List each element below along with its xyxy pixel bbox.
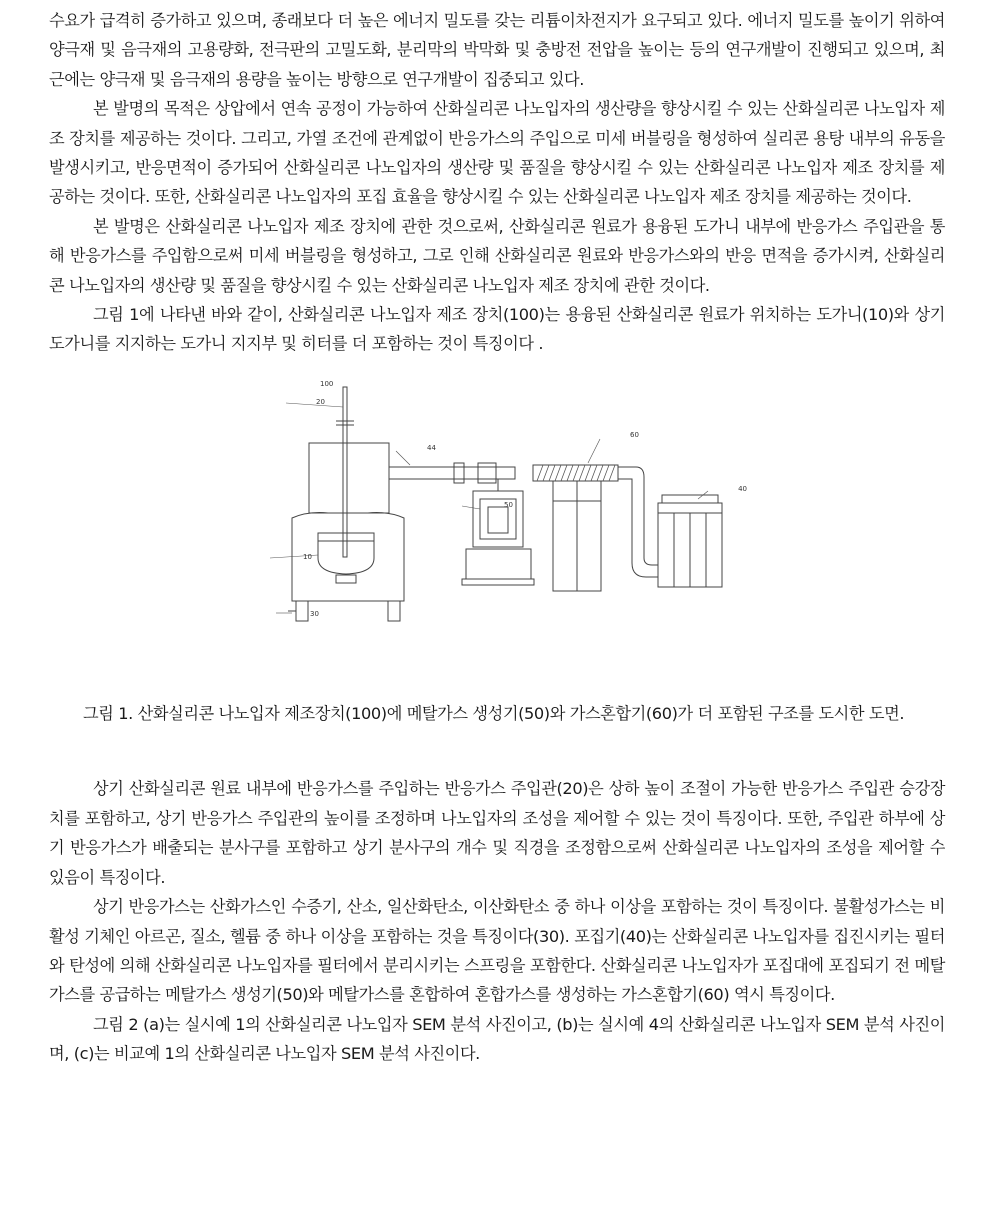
paragraph-intro: 수요가 급격히 증가하고 있으며, 종래보다 더 높은 에너지 밀도를 갖는 리튬이차전지가 요구되고 있다. 에너지 밀도를 높이기 위하여 양극재 및 음극재의 고용량화, 전극판의 고밀도화, 분리막의 박막화 및 충방전 전압을 높이는 등의 연구개발이 진행되고 있으며, 최근에는 양극재 및 음극재의 용량을 높이는 방향으로 연구개발이 집중되고 있다.	[49, 11, 945, 89]
spacer	[49, 744, 945, 774]
support-leg-left	[296, 601, 308, 621]
paragraph-figure-ref: 그림 1에 나타낸 바와 같이, 산화실리콘 나노입자 제조 장치(100)는 용융된 산화실리콘 원료가 위치하는 도가니(10)와 상기 도가니를 지지하는 도가니 지지부 및 히터를 더 포함하는 것이 특징이다 .	[49, 305, 945, 354]
apparatus-diagram	[248, 373, 748, 691]
label-60: 60	[630, 430, 639, 439]
paragraph-invention: 본 발명은 산화실리콘 나노입자 제조 장치에 관한 것으로써, 산화실리콘 원료가 용융된 도가니 내부에 반응가스 주입관을 통해 반응가스를 주입함으로써 미세 버블링을 형성하고, 그로 인해 산화실리콘 원료와 반응가스와의 반응 면적을 증가시켜, 산화실리콘 나노입자의 생산량 및 품질을 향상시킬 수 있는 산화실리콘 나노입자 제조 장치에 관한 것이다.	[49, 216, 945, 295]
furnace-housing	[309, 443, 389, 513]
figure-caption: 그림 1. 산화실리콘 나노입자 제조장치(100)에 메탈가스 생성기(50)와 가스혼합기(60)가 더 포함된 구조를 도시한 도면.	[83, 703, 905, 723]
label-20: 20	[316, 397, 325, 406]
label-10: 10	[303, 552, 312, 561]
label-44: 44	[427, 443, 436, 452]
support-leg-right	[388, 601, 400, 621]
label-30: 30	[310, 609, 319, 618]
outlet-pipe	[618, 467, 658, 565]
figure-1	[49, 373, 945, 691]
label-40: 40	[738, 484, 747, 493]
crucible	[318, 533, 374, 574]
document-page	[49, 0, 945, 1069]
paragraph-reaction-gas: 상기 반응가스는 산화가스인 수증기, 산소, 일산화탄소, 이산화탄소 중 하나 이상을 포함하는 것이 특징이다. 불활성가스는 비활성 기체인 아르곤, 질소, 헬륨 중 하나 이상을 포함하는 것을 특징이다(30). 포집기(40)는 산화실리콘 나노입자를 집진시키는 필터와 탄성에 의해 산화실리콘 나노입자를 필터에서 분리시키는 스프링을 포함한다. 산화실리콘 나노입자가 포집대에 포집되기 전 메탈가스를 공급하는 메탈가스 생성기(50)와 메탈가스를 혼합하여 혼합가스를 생성하는 가스혼합기(60) 역시 특징이다.	[49, 897, 945, 1005]
paragraph-sem: 그림 2 (a)는 실시예 1의 산화실리콘 나노입자 SEM 분석 사진이고, (b)는 실시예 4의 산화실리콘 나노입자 SEM 분석 사진이며, (c)는 비교예 1의 산화실리콘 나노입자 SEM 분석 사진이다.	[49, 1014, 945, 1064]
label-100: 100	[320, 379, 334, 388]
label-50: 50	[504, 500, 513, 509]
paragraph-injection-tube: 상기 산화실리콘 원료 내부에 반응가스를 주입하는 반응가스 주입관(20)은 상하 높이 조절이 가능한 반응가스 주입관 승강장치를 포함하고, 상기 반응가스 주입관의 높이를 조정하며 나노입자의 조성을 제어할 수 있는 것이 특징이다. 또한, 주입관 하부에 상기 반응가스가 배출되는 분사구를 포함하고 상기 분사구의 개수 및 직경을 조정함으로써 산화실리콘 나노입자의 조성을 제어할 수 있음이 특징이다.	[49, 779, 945, 887]
gas-injection-tube	[343, 387, 347, 557]
paragraph-purpose: 본 발명의 목적은 상압에서 연속 공정이 가능하여 산화실리콘 나노입자의 생산량을 향상시킬 수 있는 산화실리콘 나노입자 제조 장치를 제공하는 것이다. 그리고, 가열 조건에 관계없이 반응가스의 주입으로 미세 버블링을 형성하여 실리콘 용탕 내부의 유동을 발생시키고, 반응면적이 증가되어 산화실리콘 나노입자의 생산량 및 품질을 향상시킬 수 있는 산화실리콘 나노입자 제조 장치를 제공하는 것이다. 또한, 산화실리콘 나노입자의 포집 효율을 향상시킬 수 있는 산화실리콘 나노입자 제조 장치를 제공하는 것이다.	[49, 99, 945, 207]
